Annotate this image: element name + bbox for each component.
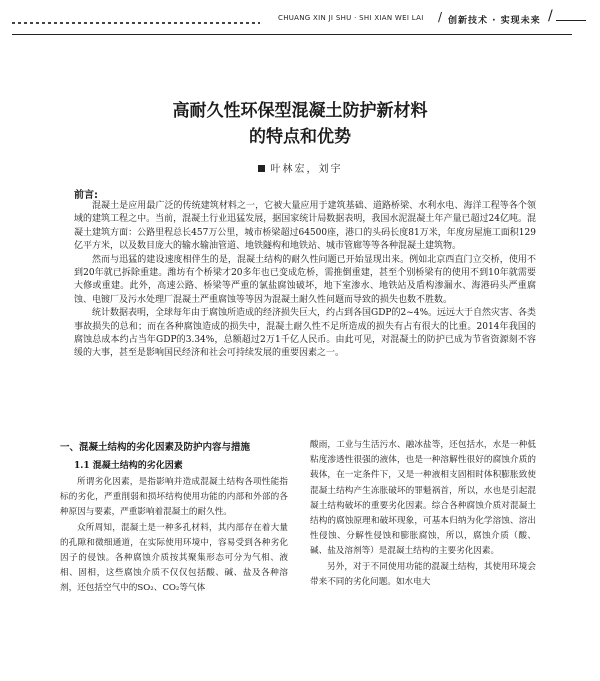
header-separator: / — [438, 10, 443, 24]
header-rule — [12, 34, 572, 35]
subsection-heading: 1.1 混凝土结构的劣化因素 — [74, 461, 183, 471]
body-paragraph: 所谓劣化因素，是指影响并造成混凝土结构各项性能指标的劣化，严重削弱和损坏结构使用功能的内部和外部的各种原因与要素，严重影响着混凝土的耐久性。 — [60, 477, 288, 518]
section-heading: 一、混凝土结构的劣化因素及防护内容与措施 — [60, 442, 251, 453]
header-corner-rule — [556, 20, 586, 21]
author-bullet-icon — [258, 165, 265, 172]
left-column — [60, 440, 288, 597]
header-slash: / — [548, 8, 553, 24]
journal-pinyin: CHUANG XIN JI SHU · SHI XIAN WEI LAI — [278, 14, 424, 22]
title-line-2: 的特点和优势 — [249, 127, 351, 147]
page-header — [0, 0, 600, 40]
body-paragraph: 众所周知，混凝土是一种多孔材料，其内部存在着大量的孔隙和微细通道，在实际使用环境中，容易受到各种劣化因子的侵蚀。各种腐蚀介质按其聚集形态可分为气相、液相、固相，这些腐蚀介质不仅仅包括酸、碱、盐及各种溶剂，还包括空气中的SO₂、CO₂等气体 — [60, 522, 288, 594]
header-dotted-rule — [12, 22, 260, 24]
intro-paragraph: 混凝土是应用最广泛的传统建筑材料之一，它被大量应用于建筑基础、道路桥梁、水利水电、海洋工程等各个领域的建筑工程之中。当前，混凝土行业迅猛发展，据国家统计局数据表明，我国水泥混凝土年产量已超过24亿吨。混凝土建筑方面：公路里程总长457万公里，城市桥梁超过64500座，港口的头码长度81万米，年度房屋施工面积129亿平方米，以及数目庞大的输水输油管道、地铁隧构和地铁站、城市管廊等等各种混凝土建筑物。 — [74, 201, 536, 252]
column-name: 创新技术 · 实现未来 — [448, 16, 541, 26]
intro-paragraph: 统计数据表明，全球每年由于腐蚀所造成的经济损失巨大，约占到各国GDP的2~4%。远远大于自然灾害、各类事故损失的总和；而在各种腐蚀造成的损失中，混凝土耐久性不足所造成的损失有占有很大的比重。2014年我国的腐蚀总成本约占当年GDP的3.34%，总额超过2万1千亿人民币。由此可见，对混凝土的防护已成为节省资源刻不容缓的大事，甚至是影响国民经济和社会可持续发展的重要因素之一。 — [74, 308, 537, 359]
right-column — [310, 438, 536, 590]
authors — [200, 160, 400, 175]
body-paragraph: 另外，对于不同使用功能的混凝土结构，其使用环境会带来不同的劣化问题。如水电大 — [310, 561, 536, 587]
title-line-1: 高耐久性环保型混凝土防护新材料 — [172, 101, 428, 121]
article-title — [60, 98, 540, 150]
body-paragraph-continued: 酸雨，工业与生活污水、融冰盐等，还包括水，水是一种低粘度渗透性很强的液体，也是一种溶解性很好的腐蚀介质的载体，在一定条件下，又是一种液相支固相时体积膨胀致使混凝土结构产生冻胀破坏的罪魁祸首，所以，水也是引起混凝土结构破坏的重要劣化因素。综合各种腐蚀介质对混凝土结构的腐蚀原理和破坏现象，可基本归纳为化学溶蚀、溶出性侵蚀、分解性侵蚀和膨胀腐蚀，所以，腐蚀介质（酸、碱、盐及溶剂等）是混凝土结构的主要劣化因素。 — [310, 440, 536, 557]
author-names: 叶林宏，刘宇 — [270, 164, 343, 175]
intro-heading: 前言: — [74, 190, 98, 201]
intro-body — [74, 200, 536, 361]
intro-paragraph: 然而与迅猛的建设速度相伴生的是，混凝土结构的耐久性问题已开始显现出来。例如北京西直门立交桥，使用不到20年就已拆除重建。潍坊有个桥梁才20多年也已变成危桥，需推倒重建，甚至个别桥梁有的使用不到10年就需要大修或重建。此外，高速公路、桥梁等严重的氯盐腐蚀破坏，地下室渗水、地铁站及盾构渗漏水、海港码头严重腐蚀、电镀厂及污水处理厂混凝土严重腐蚀等等因为混凝土耐久性问题而导致的损失也数不胜数。 — [74, 254, 536, 305]
